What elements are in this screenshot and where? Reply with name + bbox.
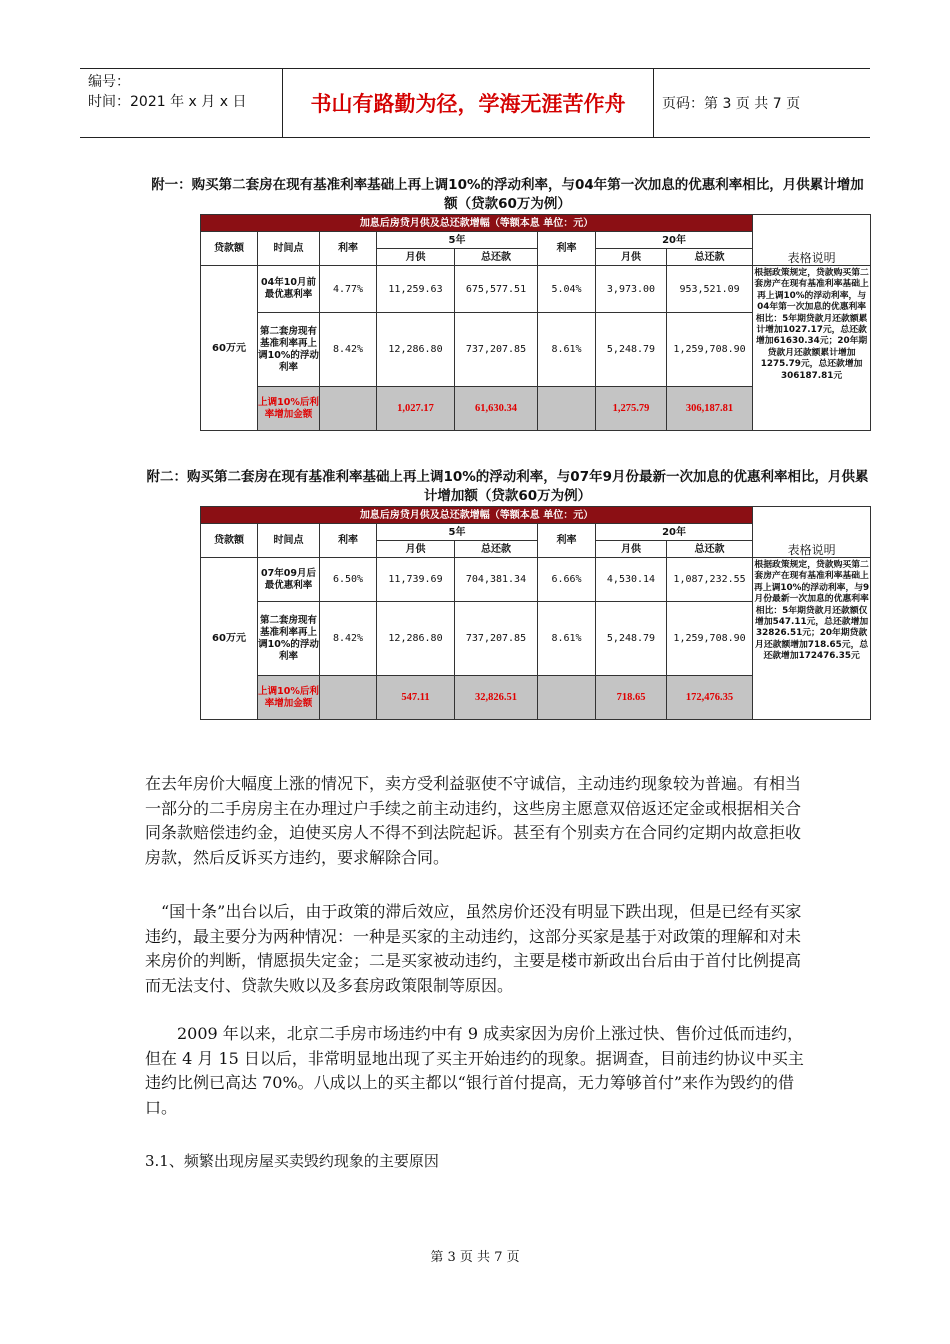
col-rate-20y: 利率 [538,524,596,558]
total-cell: 1,259,708.90 [667,602,753,676]
table-note: 根据政策规定，贷款购买第二套房产在现有基准利率基础上再上调10%的浮动利率，与04年第一次加息的优惠利率相比：5年期贷款月还款额累计增加1027.17元，总还款增加61630.34元；20年期贷款月还款额累计增加1275.79元，总还款增加306187.81元 [753,266,871,431]
row-label: 04年10月前最优惠利率 [258,266,320,313]
total-cell: 1,259,708.90 [667,313,753,387]
increase-monthly-5y: 1,027.17 [377,387,455,431]
loan-amount-cell: 60万元 [201,266,258,431]
empty-cell [538,676,596,720]
row-label: 第二套房现有基准利率再上调10%的浮动利率 [258,313,320,387]
col-total-5y: 总还款 [455,541,538,558]
page-footer: 第 3 页 共 7 页 [430,1250,520,1265]
table-row [201,558,871,602]
monthly-cell: 5,248.79 [596,602,667,676]
increase-label: 上调10%后利率增加金额 [258,387,320,431]
note-header: 表格说明 [753,215,871,266]
col-monthly-20y: 月供 [596,249,667,266]
rate-cell: 8.42% [320,313,377,387]
page-header [80,68,870,138]
col-5-year: 5年 [377,524,538,541]
total-cell: 704,381.34 [455,558,538,602]
col-time-point: 时间点 [258,232,320,266]
empty-cell [538,387,596,431]
increase-total-5y: 32,826.51 [455,676,538,720]
table-note: 根据政策规定，贷款购买第二套房产在现有基准利率基础上再上调10%的浮动利率，与9月份最新一次加息的优惠利率相比：5年期贷款月还款额仅增加547.11元，总还款增加32826.51元；20年期贷款月还款额增加718.65元，总还款增加172476.35元 [753,558,871,720]
monthly-cell: 12,286.80 [377,602,455,676]
col-loan-amount: 贷款额 [201,232,258,266]
document-number: 编号： [88,74,130,90]
appendix2-title: 附二：购买第二套房在现有基准利率基础上再上调10%的浮动利率，与07年9月份最新一次加息的优惠利率相比，月供累计增加额（贷款60万为例） [146,469,869,504]
increase-monthly-5y: 547.11 [377,676,455,720]
header-page-info: 页码：第 3 页 共 7 页 [662,96,801,112]
increase-total-20y: 172,476.35 [667,676,753,720]
total-cell: 953,521.09 [667,266,753,313]
total-cell: 675,577.51 [455,266,538,313]
rate-cell: 8.61% [538,602,596,676]
increase-label: 上调10%后利率增加金额 [258,676,320,720]
col-monthly-20y: 月供 [596,541,667,558]
total-cell: 737,207.85 [455,602,538,676]
rate-cell: 5.04% [538,266,596,313]
rate-cell: 6.50% [320,558,377,602]
col-rate-5y: 利率 [320,524,377,558]
row-label: 07年09月后最优惠利率 [258,558,320,602]
table-row [201,266,871,313]
increase-monthly-20y: 1,275.79 [596,387,667,431]
monthly-cell: 5,248.79 [596,313,667,387]
monthly-cell: 11,739.69 [377,558,455,602]
empty-cell [320,387,377,431]
body-paragraph-2 [145,900,805,998]
section-heading: 3.1、频繁出现房屋买卖毁约现象的主要原因 [145,1152,439,1170]
col-rate-5y: 利率 [320,232,377,266]
rate-cell: 8.42% [320,602,377,676]
table-caption: 加息后房贷月供及总还款增幅（等额本息 单位：元） [201,215,753,232]
loan-amount-cell: 60万元 [201,558,258,720]
appendix1-title: 附一：购买第二套房在现有基准利率基础上再上调10%的浮动利率，与04年第一次加息的优惠利率相比，月供累计增加额（贷款60万为例） [151,177,864,212]
document-date: 时间：2021 年 x 月 x 日 [88,94,247,110]
monthly-cell: 11,259.63 [377,266,455,313]
col-rate-20y: 利率 [538,232,596,266]
col-loan-amount: 贷款额 [201,524,258,558]
total-cell: 1,087,232.55 [667,558,753,602]
paragraph-text: “国十条”出台以后，由于政策的滞后效应，虽然房价还没有明显下跌出现，但是已经有买家违约，最主要分为两种情况：一种是买家的主动违约，这部分买家是基于对政策的理解和对未来房价的判断，情愿损失定金；二是买家被动违约，主要是楼市新政出台后由于首付比例提高而无法支付、贷款失败以及多套房政策限制等原因。 [145,902,802,995]
paragraph-text: 在去年房价大幅度上涨的情况下，卖方受利益驱使不守诚信，主动违约现象较为普遍。有相当一部分的二手房房主在办理过户手续之前主动违约，这些房主愿意双倍返还定金或根据相关合同条款赔偿违约金，迫使买房人不得不到法院起诉。甚至有个别卖方在合同约定期内故意拒收房款，然后反诉买方违约，要求解除合同。 [145,774,802,867]
increase-monthly-20y: 718.65 [596,676,667,720]
body-paragraph-3 [145,1022,805,1120]
row-label: 第二套房现有基准利率再上调10%的浮动利率 [258,602,320,676]
col-total-5y: 总还款 [455,249,538,266]
col-time-point: 时间点 [258,524,320,558]
monthly-cell: 3,973.00 [596,266,667,313]
total-cell: 737,207.85 [455,313,538,387]
header-meta [80,69,283,137]
col-20-year: 20年 [596,524,753,541]
monthly-cell: 12,286.80 [377,313,455,387]
col-total-20y: 总还款 [667,541,753,558]
header-motto: 书山有路勤为径，学海无涯苦作舟 [283,69,654,137]
rate-cell: 8.61% [538,313,596,387]
col-monthly-5y: 月供 [377,541,455,558]
rate-cell: 4.77% [320,266,377,313]
table-caption: 加息后房贷月供及总还款增幅（等额本息 单位：元） [201,507,753,524]
col-5-year: 5年 [377,232,538,249]
body-paragraph-1 [145,772,805,870]
col-20-year: 20年 [596,232,753,249]
col-monthly-5y: 月供 [377,249,455,266]
monthly-cell: 4,530.14 [596,558,667,602]
increase-total-20y: 306,187.81 [667,387,753,431]
appendix2-table [200,506,871,720]
col-total-20y: 总还款 [667,249,753,266]
note-header: 表格说明 [753,507,871,558]
empty-cell [320,676,377,720]
appendix1-table [200,214,871,431]
increase-total-5y: 61,630.34 [455,387,538,431]
paragraph-text: 2009 年以来，北京二手房市场违约中有 9 成卖家因为房价上涨过快、售价过低而违约，但在 4 月 15 日以后，非常明显地出现了买主开始违约的现象。据调查，目前违约协议中买主违约比例已高达 70%。八成以上的买主都以“银行首付提高，无力筹够首付”来作为毁约的借口。 [145,1024,804,1117]
rate-cell: 6.66% [538,558,596,602]
